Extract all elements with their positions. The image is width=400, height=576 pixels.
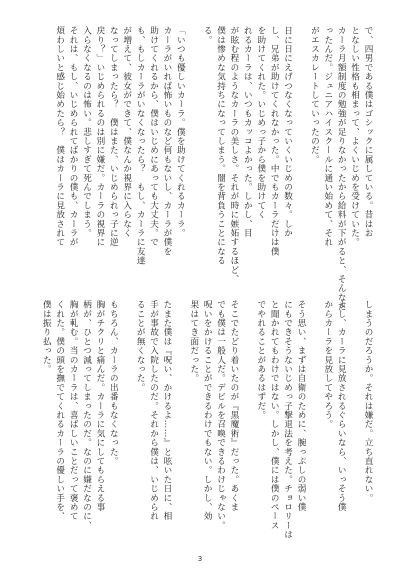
upper-text-line	[294, 26, 307, 272]
lower-text-line: 胸がチクリと痛んだ。カーラに気にしてもらえる事	[94, 300, 105, 512]
upper-text-block	[24, 26, 374, 312]
upper-text-line: それは、もし、いじめられてばかりの僕も、カーラが	[68, 26, 79, 247]
upper-text-line: る。	[202, 26, 213, 45]
upper-text-line: なってしまったら？ 僕はまた、いじめられっ子に逆	[108, 26, 119, 247]
upper-text-line: が増えて、彼女ができて、僕なんか視界に入らなく	[121, 26, 132, 238]
lower-text-line	[307, 300, 320, 544]
lower-text-line: 手が事故で入院したのだ。それから僕は、いじめられ	[148, 300, 159, 521]
upper-text-line: となしい性格も相まって、よくいじめを受けていた。	[349, 26, 360, 247]
page-number: 3	[197, 555, 203, 563]
lower-text-line	[240, 300, 253, 544]
upper-text-line: を助けてくれた。いじめっ子から僕を助けてく	[255, 26, 266, 220]
upper-text-line: が眩む程のようなカーラの美しさ。それが時に嫉妬するほど、	[228, 26, 239, 284]
lower-text-line: そう思い、まずは自衛のために、腕っぷしの弱い僕	[296, 300, 306, 512]
lower-text-line: 果はてき面だった。	[188, 300, 199, 383]
upper-text-line: 煩わしいと感じ始めたら？ 僕はカーラに見放されて	[54, 26, 65, 247]
lower-text-line: でやれることがあるはずだ。	[255, 300, 266, 420]
upper-text-line: カーラ月額制度の勉強が足りなかったから給料が下がると、そんなだ	[336, 26, 347, 312]
lower-text-line	[173, 300, 186, 544]
lower-text-line: よし、カーラに見放されるぐらいなら、いっそう僕	[336, 300, 347, 512]
upper-text-line: 日に日にえげつなくなっていくいじめの数々。しか	[282, 26, 293, 238]
lower-text-line	[347, 300, 360, 544]
upper-text-line: 入らなくなるのは怖い。悲しすぎて死んでしまう。	[81, 26, 92, 238]
lower-text-line: ることが無くなった。	[135, 300, 146, 392]
upper-text-line: も、もしカーラがいなくなったら？ もし、カーラに友達	[135, 26, 146, 266]
lower-text-line: くれた。僕の頭を撫でてくれるカーラの優しい手を、	[54, 300, 65, 521]
lower-text-line: 胸が軋む。当のカーラは、喜ばしいことだって褒めて	[68, 300, 79, 521]
lower-text-line: 呪いをかけることができるわけでもない。しかし、効	[202, 300, 213, 521]
upper-text-line: 僕は惨めな気持ちになってしまう。闇を背負うことになる	[215, 26, 226, 266]
upper-text-line: ったんだ。ジュニアハイスクールに通い始めて、それ	[322, 26, 333, 247]
lower-text-line: 柄が、ひとつ減ってしまったのだ。なのに嫌だなのに、	[81, 300, 92, 530]
upper-text-line: カーラがいれば怖いものなど何もないし、カーラが僕を	[161, 26, 172, 256]
upper-text-line: がエスカレートしていったのだ。	[309, 26, 320, 164]
upper-text-line: 戻り？」いじめられるのは別に嫌だ。カーラの視界に	[94, 26, 105, 247]
lower-text-line: でも僕は一般人だ。デビルを召喚できるわけじゃない。	[215, 300, 226, 530]
lower-text-block	[24, 300, 374, 544]
lower-text-line: しまうのだろうか。それは嫌だ。立ち直れない。	[363, 300, 373, 503]
lower-text-line: にもできそうないじめっ子撃退法を考えた。チョロリーは	[282, 300, 293, 540]
lower-text-line: と聞かれてもわけではない。しかし、僕には僕のペース	[269, 300, 280, 530]
lower-text-line	[119, 300, 132, 544]
lower-text-line: そこでたどり着いたのが『黒魔術』だった。あくま	[228, 300, 239, 512]
upper-text-line: れるカーラは、いつもカッコよかった。しかし、目	[242, 26, 253, 238]
upper-text-line: で、四男である僕はゴシックに属している。昔はお	[363, 26, 373, 238]
lower-text-line: からカーラを見放してやろう。	[322, 300, 333, 429]
lower-text-line: もちろん、カーラの出番もなくなった。	[108, 300, 119, 466]
lower-text-line: 僕は振り払った。	[41, 300, 52, 374]
upper-text-line: 「いつも優しいカーラ。僕を助けてくれるカーラ。	[175, 26, 186, 238]
upper-text-line: 助けてくれるから、僕はいじめにあっても大丈夫。で	[148, 26, 159, 247]
upper-text-line	[186, 26, 199, 272]
lower-text-line: たまた僕は『呪い、かけるよ……』と呟いた日に、相	[161, 300, 172, 521]
upper-text-line: し、兄弟が助けてくれなかった。中でもカーラだけは僕	[269, 26, 280, 256]
